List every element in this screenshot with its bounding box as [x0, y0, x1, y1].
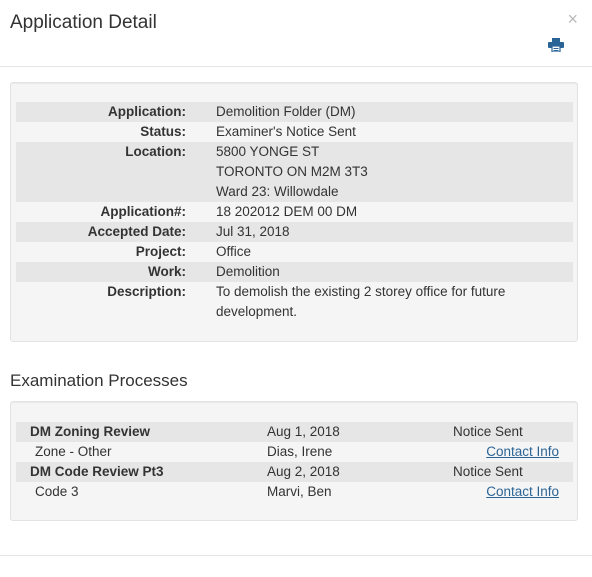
process-examiner: Marvi, Ben: [267, 484, 332, 499]
examination-processes-heading: Examination Processes: [10, 371, 188, 390]
detail-value: Demolition Folder (DM): [216, 104, 356, 119]
process-status: Notice Sent: [453, 464, 523, 479]
process-row: [16, 422, 573, 442]
detail-row-application: [16, 102, 573, 122]
process-subrow: [16, 482, 573, 502]
location-line: Ward 23: Willowdale: [216, 184, 339, 199]
detail-label: Location:: [125, 144, 186, 159]
application-detail-panel: [10, 82, 578, 342]
examination-processes-panel: [10, 401, 578, 521]
detail-label: Description:: [107, 284, 186, 299]
detail-row-work: [16, 262, 573, 282]
detail-label: Work:: [147, 264, 186, 279]
detail-row-status: [16, 122, 573, 142]
detail-value: Office: [216, 244, 252, 259]
detail-label: Application:: [108, 104, 186, 119]
detail-label: Accepted Date:: [87, 224, 186, 239]
detail-value-description: [216, 282, 573, 322]
detail-label: Application#:: [100, 204, 186, 219]
process-subrow: [16, 442, 573, 462]
contact-info-link[interactable]: Contact Info: [486, 444, 559, 459]
description-line: development.: [216, 304, 298, 319]
description-line: To demolish the existing 2 storey office for future: [216, 284, 506, 299]
process-examiner: Dias, Irene: [267, 444, 333, 459]
process-name: DM Zoning Review: [30, 424, 151, 439]
detail-row-location: [16, 142, 573, 202]
detail-value-location: [216, 142, 573, 202]
process-name: DM Code Review Pt3: [30, 464, 164, 479]
contact-info-cell: [453, 482, 573, 502]
location-line: 5800 YONGE ST: [216, 144, 320, 159]
detail-value: Demolition: [216, 264, 280, 279]
detail-row-application-number: [16, 202, 573, 222]
detail-row-description: [16, 282, 573, 322]
detail-value: Jul 31, 2018: [216, 224, 290, 239]
detail-value: 18 202012 DEM 00 DM: [216, 204, 358, 219]
application-detail-table: [16, 102, 573, 322]
process-status: Notice Sent: [453, 424, 523, 439]
process-subname: Code 3: [35, 484, 79, 499]
process-row: [16, 462, 573, 482]
contact-info-link[interactable]: Contact Info: [486, 484, 559, 499]
process-date: Aug 2, 2018: [267, 464, 340, 479]
detail-value: Examiner's Notice Sent: [216, 124, 356, 139]
detail-row-accepted-date: [16, 222, 573, 242]
modal-title: Application Detail: [10, 12, 157, 33]
detail-row-project: [16, 242, 573, 262]
process-subname: Zone - Other: [35, 444, 112, 459]
contact-info-cell: [453, 442, 573, 462]
location-line: TORONTO ON M2M 3T3: [216, 164, 368, 179]
modal-header: [0, 0, 592, 67]
modal-footer-divider: [0, 555, 592, 556]
detail-label: Status:: [140, 124, 186, 139]
process-date: Aug 1, 2018: [267, 424, 340, 439]
close-icon[interactable]: ×: [567, 9, 578, 29]
print-icon[interactable]: [548, 38, 564, 52]
processes-table: [16, 422, 573, 502]
detail-label: Project:: [135, 244, 186, 259]
